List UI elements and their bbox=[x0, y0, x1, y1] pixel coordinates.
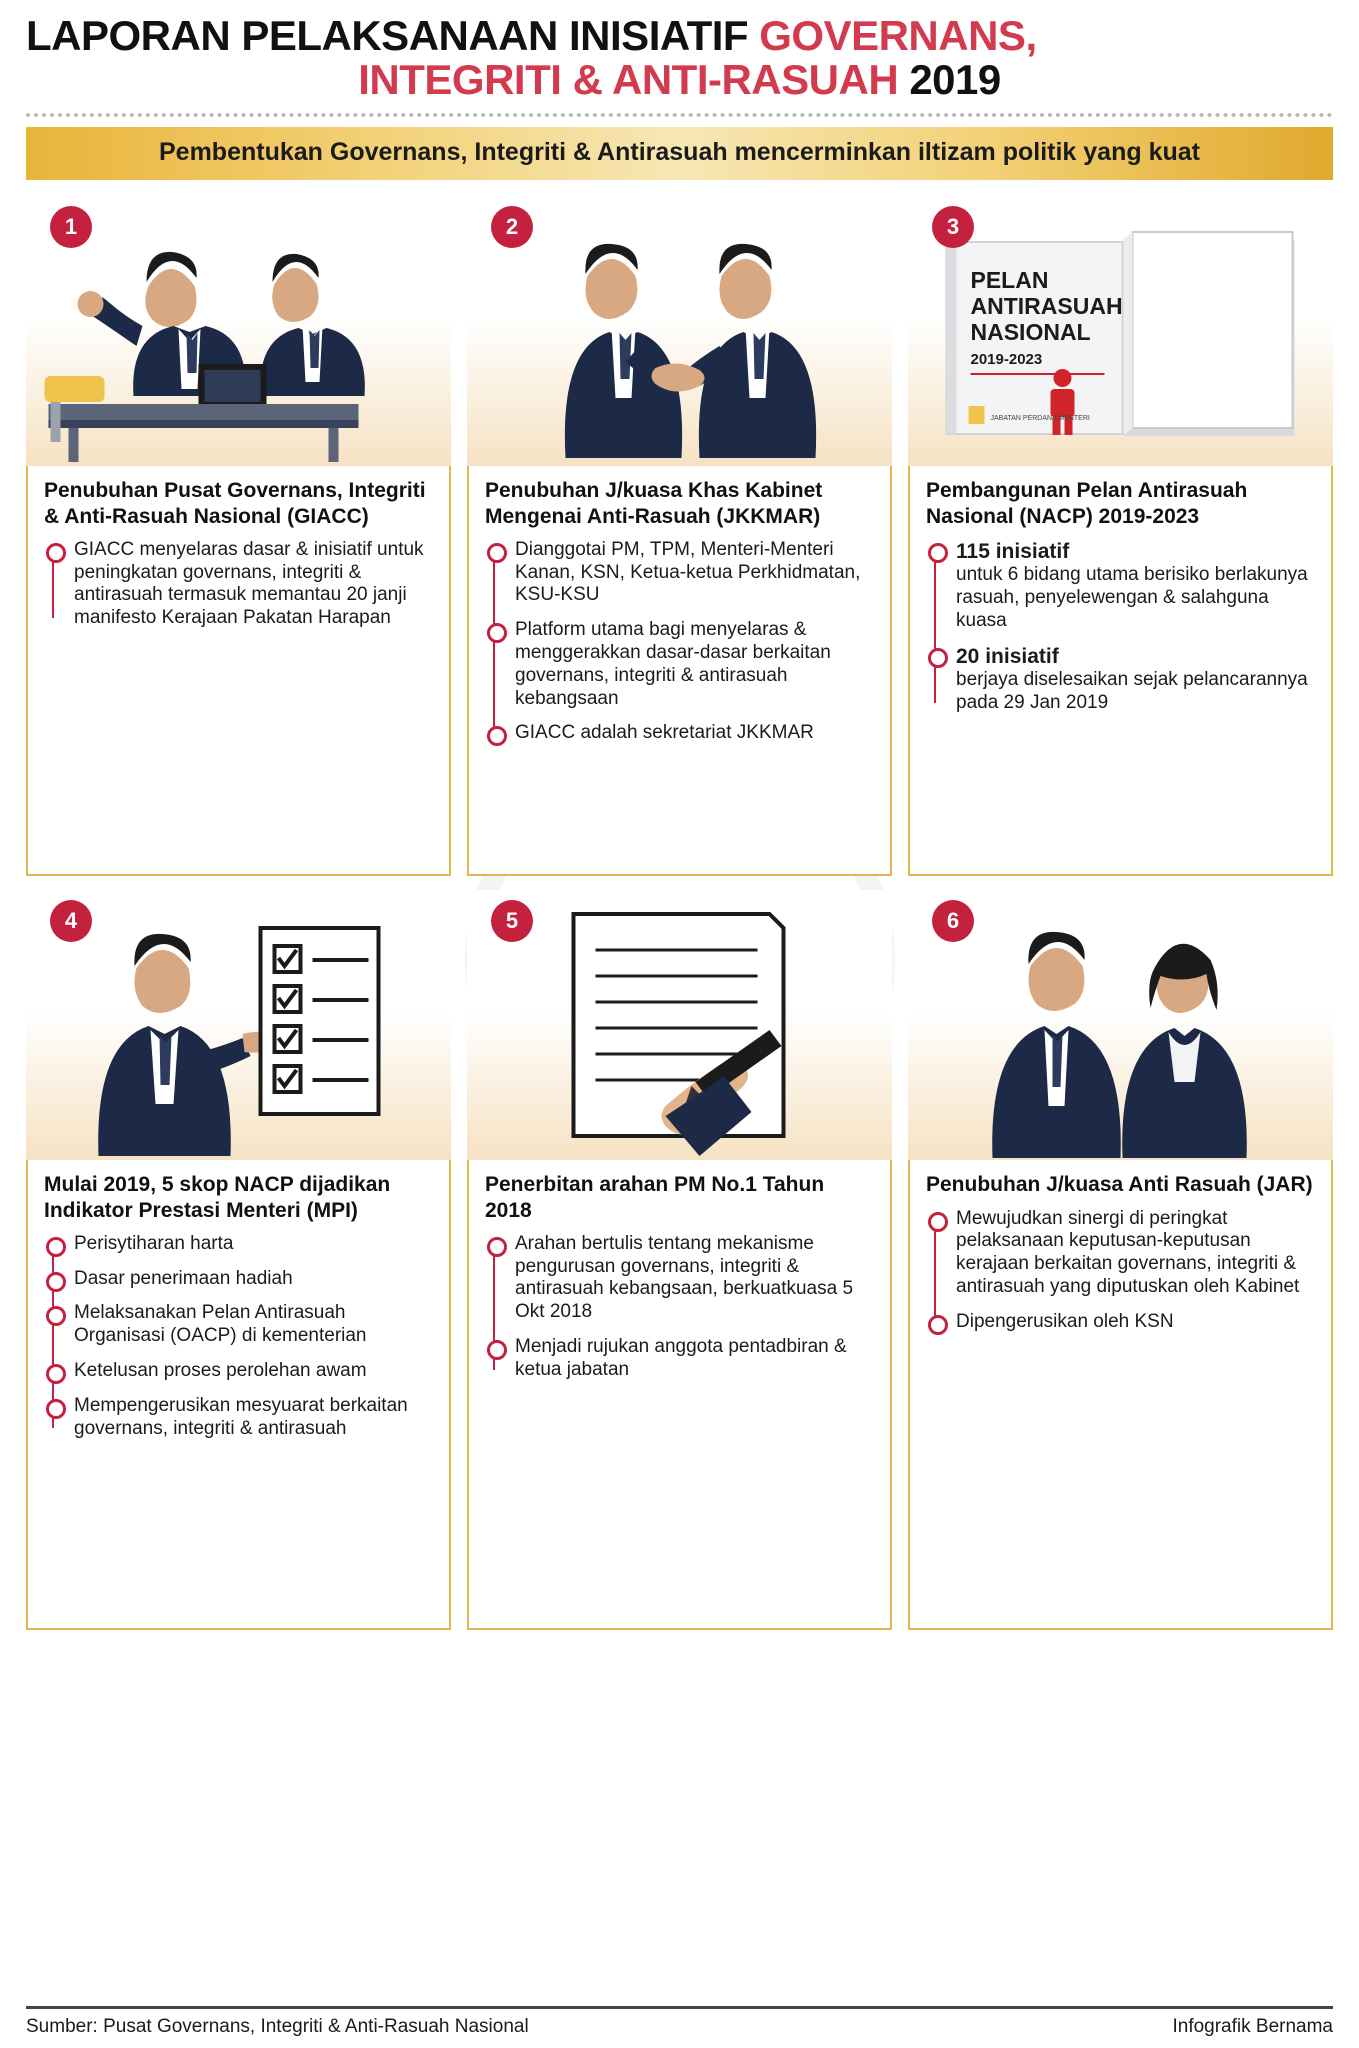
bullet-item bbox=[46, 539, 433, 630]
illustration-meeting bbox=[26, 196, 451, 466]
officials-illustration-svg bbox=[908, 890, 1333, 1160]
bullet-item bbox=[487, 1336, 874, 1382]
card-2 bbox=[467, 196, 892, 876]
bullet-text: berjaya diselesaikan sejak pelancarannya pada 29 Jan 2019 bbox=[956, 669, 1308, 714]
bullet-text: Dianggotai PM, TPM, Menteri-Menteri Kanan, KSN, Ketua-ketua Perkhidmatan, KSU-KSU bbox=[515, 538, 861, 606]
bullet-item bbox=[487, 539, 874, 607]
page-title bbox=[26, 14, 1333, 101]
bullet-item bbox=[46, 1268, 433, 1291]
illustration-nacp-book bbox=[908, 196, 1333, 466]
footer-credit: Infografik Bernama bbox=[1172, 2016, 1333, 2037]
bullet-text: Mempengerusikan mesyuarat berkaitan governans, integriti & antirasuah bbox=[74, 1394, 408, 1439]
card-3-body bbox=[908, 466, 1333, 876]
illustration-checklist bbox=[26, 890, 451, 1160]
card-3 bbox=[908, 196, 1333, 876]
card-5-title: Penerbitan arahan PM No.1 Tahun 2018 bbox=[485, 1173, 825, 1222]
card-2-title: Penubuhan J/kuasa Khas Kabinet Mengenai Anti-Rasuah (JKKMAR) bbox=[485, 479, 823, 528]
bullet-item bbox=[928, 1311, 1315, 1334]
bullet-text: Dipengerusikan oleh KSN bbox=[956, 1310, 1174, 1332]
card-5 bbox=[467, 890, 892, 1630]
handshake-illustration-svg bbox=[467, 196, 892, 466]
bullet-text: GIACC menyelaras dasar & inisiatif untuk peningkatan governans, integriti & antirasuah termasuk memantau 20 janji manifesto Kerajaan Pakatan Harapan bbox=[74, 538, 424, 629]
header bbox=[0, 0, 1359, 101]
svg-text:2019-2023: 2019-2023 bbox=[970, 351, 1043, 369]
bullet-text: Perisytiharan harta bbox=[74, 1232, 234, 1254]
bullet-item bbox=[928, 644, 1315, 715]
signing-illustration-svg bbox=[467, 890, 892, 1160]
title-part-3: INTEGRITI & ANTI-RASUAH bbox=[358, 55, 910, 103]
card-number-badge: 1 bbox=[50, 206, 92, 248]
bullet-text: Platform utama bagi menyelaras & menggerakkan dasar-dasar berkaitan governans, integriti & antirasuah kebangsaan bbox=[515, 619, 831, 709]
card-5-bullets bbox=[487, 1233, 874, 1382]
card-4-title: Mulai 2019, 5 skop NACP dijadikan Indikator Prestasi Menteri (MPI) bbox=[44, 1173, 391, 1222]
bullet-text: Ketelusan proses perolehan awam bbox=[74, 1359, 367, 1381]
card-1-title: Penubuhan Pusat Governans, Integriti & Anti-Rasuah Nasional (GIACC) bbox=[44, 479, 426, 528]
subtitle-banner bbox=[26, 127, 1333, 180]
bullet-item bbox=[928, 1208, 1315, 1299]
footer-divider bbox=[26, 2006, 1333, 2009]
card-4-bullets bbox=[46, 1233, 433, 1441]
bullet-text: Menjadi rujukan anggota pentadbiran & ketua jabatan bbox=[515, 1335, 847, 1380]
bullet-lead: 115 inisiatif bbox=[956, 539, 1070, 563]
svg-text:NASIONAL: NASIONAL bbox=[970, 319, 1091, 346]
svg-text:PELAN: PELAN bbox=[970, 267, 1049, 294]
bullet-text: untuk 6 bidang utama berisiko berlakunya rasuah, penyelewengan & salahguna kuasa bbox=[956, 563, 1308, 631]
bullet-text: Dasar penerimaan hadiah bbox=[74, 1267, 293, 1289]
bullet-text: Arahan bertulis tentang mekanisme pengurusan governans, integriti & antirasuah kebangsaan, berkuatkuasa 5 Okt 2018 bbox=[515, 1232, 854, 1323]
bullet-item bbox=[487, 722, 874, 745]
card-4-body bbox=[26, 1160, 451, 1630]
bullet-text: Mewujudkan sinergi di peringkat pelaksanaan keputusan-keputusan kerajaan berkaitan governans, integriti & antirasuah yang diputuskan oleh Kabinet bbox=[956, 1207, 1300, 1297]
bullet-lead: 20 inisiatif bbox=[956, 645, 1059, 669]
title-part-2: GOVERNANS, bbox=[759, 12, 1037, 59]
illustration-two-officials bbox=[908, 890, 1333, 1160]
svg-text:ANTIRASUAH: ANTIRASUAH bbox=[970, 293, 1123, 320]
card-5-body bbox=[467, 1160, 892, 1630]
card-3-title: Pembangunan Pelan Antirasuah Nasional (NACP) 2019-2023 bbox=[926, 479, 1248, 528]
bullet-text: Melaksanakan Pelan Antirasuah Organisasi (OACP) di kementerian bbox=[74, 1302, 367, 1347]
meeting-illustration-svg bbox=[26, 196, 451, 466]
bullet-item bbox=[46, 1360, 433, 1383]
card-number-badge: 3 bbox=[932, 206, 974, 248]
card-1 bbox=[26, 196, 451, 876]
divider-dotted bbox=[26, 113, 1333, 117]
checklist-illustration-svg bbox=[26, 890, 451, 1160]
cards-grid bbox=[0, 180, 1359, 1630]
card-6-body bbox=[908, 1160, 1333, 1630]
nacp-book-svg bbox=[908, 196, 1333, 466]
card-6-bullets bbox=[928, 1208, 1315, 1334]
bullet-item bbox=[46, 1233, 433, 1256]
card-1-bullets bbox=[46, 539, 433, 630]
card-6-title: Penubuhan J/kuasa Anti Rasuah (JAR) bbox=[926, 1173, 1313, 1197]
bullet-item bbox=[46, 1302, 433, 1348]
bullet-text: GIACC adalah sekretariat JKKMAR bbox=[515, 722, 814, 744]
illustration-signing bbox=[467, 890, 892, 1160]
svg-text:JABATAN PERDANA MENTERI: JABATAN PERDANA MENTERI bbox=[990, 415, 1090, 423]
title-part-4: 2019 bbox=[909, 55, 1001, 103]
card-4 bbox=[26, 890, 451, 1630]
card-number-badge: 5 bbox=[491, 900, 533, 942]
bullet-item bbox=[487, 619, 874, 710]
card-number-badge: 4 bbox=[50, 900, 92, 942]
bullet-item bbox=[928, 539, 1315, 633]
card-6 bbox=[908, 890, 1333, 1630]
subtitle-text: Pembentukan Governans, Integriti & Antirasuah mencerminkan iltizam politik yang kuat bbox=[159, 138, 1200, 167]
card-3-bullets bbox=[928, 539, 1315, 715]
card-number-badge: 2 bbox=[491, 206, 533, 248]
card-2-bullets bbox=[487, 539, 874, 745]
footer bbox=[0, 2006, 1359, 2048]
card-number-badge: 6 bbox=[932, 900, 974, 942]
card-1-body bbox=[26, 466, 451, 876]
bullet-item bbox=[46, 1395, 433, 1441]
illustration-handshake bbox=[467, 196, 892, 466]
bullet-item bbox=[487, 1233, 874, 1324]
footer-source: Sumber: Pusat Governans, Integriti & Anti-Rasuah Nasional bbox=[26, 2016, 529, 2037]
title-part-1: LAPORAN PELAKSANAAN INISIATIF bbox=[26, 12, 760, 59]
card-2-body bbox=[467, 466, 892, 876]
